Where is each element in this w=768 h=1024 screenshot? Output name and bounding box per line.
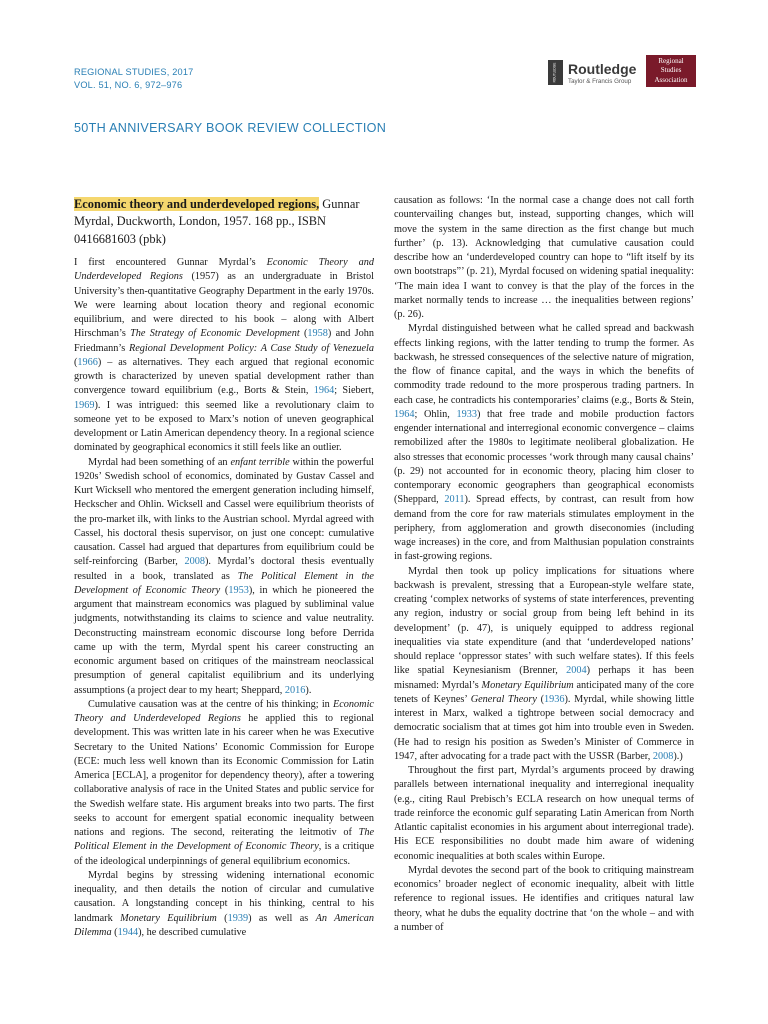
paragraph	[394, 194, 694, 322]
citation-link[interactable]: 1939	[227, 912, 249, 924]
italic-text: Regional Development Policy: A Case Study of Venezuela	[129, 342, 375, 354]
paragraph	[74, 456, 374, 698]
rsa-line: Regional	[658, 57, 684, 65]
text-run: ), in which he pioneered the argument that mainstream economics was plagued by subliminal value judgments, notwithstanding its claims to science and value neutrality. Deconstructing mainstream economic discourse long before Derrida came up with the term, Myrdal spent his career constructing an economic argument based on critiques of the mainstream neoclassical presumption of general capitalist equilibrium and its underlying assumptions (a project dear to my heart; Sheppard,	[74, 584, 374, 696]
text-run: causation as follows: ‘In the normal case a change does not call forth countervailing changes but, instead, supporting changes, which will move the system in the same direction as the first change but much further’ (p. 13). Acknowledging that cumulative causation could describe how an ‘underdeveloped country can hope to “lift itself by its own bootstraps”’ (p. 21), Myrdal focused on widening spatial inequality: ‘The main idea I want to convey is that the play of the forces in the market normally tends to increase … the inequalities between regions’ (p. 26).	[394, 195, 694, 320]
journal-volume: VOL. 51, NO. 6, 972–976	[74, 79, 183, 90]
italic-text: The Political Element in the Development of Economic Theory	[74, 827, 374, 853]
text-run: Myrdal begins by stressing widening international economic inequality, and then details the notion of circular and cumulative causation. A longstanding concept in his thinking, central to his landmark	[74, 869, 374, 924]
italic-text: The Strategy of Economic Development	[130, 328, 300, 340]
paragraph	[394, 322, 694, 564]
text-run: (	[216, 912, 228, 924]
citation-link[interactable]: 2011	[444, 494, 465, 506]
text-run: Myrdal had been something of an	[88, 456, 231, 468]
text-run: (	[111, 926, 118, 938]
italic-text: Monetary Equilibrium	[481, 679, 574, 691]
italic-text: The Political Element in the Development of Economic Theory	[74, 570, 374, 596]
text-run: ) – as alternatives. They each argued that regional economic growth is characterized by uneven spatial development rather than convergence toward equilibrium (e.g., Borts & Stein,	[74, 356, 374, 397]
text-run: (	[299, 328, 308, 340]
text-run: (1957) as an undergraduate in Bristol University’s then-quantitative Geography Department in the early 1970s. We were learning about location theory and regional economic equilibrium, and were directed to his book – along with Albert Hirschman’s	[74, 271, 374, 340]
text-run: Myrdal devotes the second part of the book to critiquing mainstream economics’ broader neglect of economic inequality, albeit with little reference to regional issues. He identifies and critiques natural law theory, what he dubs the equality doctrine that ‘on the whole – and with a number of	[394, 864, 694, 933]
text-run: (	[536, 693, 544, 705]
rsa-line: Studies	[660, 66, 682, 75]
paragraph	[394, 764, 694, 864]
italic-text: enfant terrible	[230, 456, 290, 468]
publisher-name: Routledge	[568, 61, 637, 77]
paragraph	[74, 698, 374, 869]
text-run: Myrdal then took up policy implications for situations where backwash is prevalent, stressing that a European-style welfare state, creating ‘complex networks of systems of state interferences, preventing any region, industry or social group from being left behind in its development’ (p. 47), is uniquely equipped to address regional inequalities via state expenditure (and that ‘underdeveloped nations’ should replace ‘oppressor states’ with such welfare states). If this feels like spatial Keynesianism (Brenner,	[394, 565, 694, 677]
text-run: within the powerful 1920s’ Swedish school of economics, dominated by Gustav Cassel and Kurt Wicksell who mentored the emergent generation including himself, Heckscher and Ohlin. Wicksell and Cassel were equilibrium theorists of the pro-market ilk, with links to the Austrian school. Myrdal agreed with Cassel, his doctoral thesis supervisor, on just one concept: cumulative causation. Cassel had argued that departures from equilibrium could be self-reinforcing (Barber,	[74, 456, 374, 568]
italic-text: Monetary Equilibrium	[120, 912, 217, 924]
routledge-mark-icon	[548, 60, 563, 85]
text-run: ), he described cumulative	[138, 926, 247, 938]
text-run: I first encountered Gunnar Myrdal’s	[74, 257, 267, 269]
journal-info	[74, 66, 193, 91]
paragraph	[394, 864, 694, 935]
citation-link[interactable]: 2008	[652, 750, 674, 762]
paragraph	[394, 565, 694, 765]
text-run: ) as well as	[248, 912, 316, 924]
book-heading	[74, 196, 374, 248]
italic-text: Economic Theory and Underdeveloped Regions	[74, 698, 374, 725]
citation-link[interactable]: 2004	[566, 665, 587, 677]
book-details: Gunnar Myrdal, Duckworth, London, 1957. 168 pp., ISBN 0416681603 (pbk)	[74, 197, 360, 246]
citation-link[interactable]: 1966	[77, 356, 98, 368]
book-title: Economic theory and underdeveloped regions,	[74, 197, 320, 211]
citation-link[interactable]: 1933	[456, 408, 477, 420]
citation-link[interactable]: 2008	[184, 556, 205, 568]
text-run: ). I was intrigued: this seemed like a revolutionary claim to someone yet to be exposed to Marx’s notion of uneven geographical development or Latin American dependency theory. In a regional science dominated by geographical economics it still feels like an outlier.	[74, 399, 374, 454]
text-run: ).)	[673, 750, 683, 762]
rsa-line: Association	[654, 75, 688, 84]
text-run: , is a critique of the ideological underpinnings of general equilibrium economics.	[74, 841, 374, 867]
citation-link[interactable]: 1953	[228, 584, 249, 596]
routledge-mark-text: ROUTLEDGE	[552, 62, 557, 83]
text-run: anticipated many of the core tenets of Keynes’	[394, 679, 694, 705]
citation-link[interactable]: 2016	[284, 684, 306, 696]
citation-link[interactable]: 1964	[313, 385, 335, 397]
publisher-subtitle: Taylor & Francis Group	[568, 78, 632, 85]
italic-text: Economic Theory and Underdeveloped Regions	[74, 257, 374, 283]
paragraph	[74, 256, 374, 456]
paragraph	[74, 869, 374, 940]
italic-text: General Theory	[470, 693, 537, 705]
rsa-logo[interactable]	[646, 55, 696, 87]
text-run: ). Myrdal, while showing little interest in Marx, walked a tightrope between social democracy and democratic socialism that at times got him into trouble even in Sweden. (He had to resign his position as Sweden’s Minister of Commerce in 1947, after advocating for a trade pact with the USSR (Barber,	[394, 693, 694, 762]
citation-link[interactable]: 1936	[544, 693, 565, 705]
text-run: he applied this to regional development. This was written late in his career when he was Executive Secretary to the United Nations’ Economic Commission for Europe (ECE: much less well known than its Economic Commission for Latin America [ECLA], a progenitor for dependency theory), after a towering collaborative analysis of race in the United States and public service for the Swedish welfare state. His argument breaks into two parts. The first seeks to account for emergent spatial economic inequality between nations and regions. The second, reiterating the leitmotiv of	[74, 713, 374, 839]
text-run: (	[74, 356, 78, 368]
text-run: ) perhaps it has been misnamed: Myrdal’s	[394, 665, 694, 691]
journal-name: REGIONAL STUDIES, 2017	[74, 67, 194, 77]
text-run: ). Myrdal’s doctoral thesis eventually resulted in a book, translated as	[74, 556, 375, 582]
text-run: (	[220, 584, 229, 596]
citation-link[interactable]: 1964	[394, 408, 415, 420]
publisher-logo[interactable]	[548, 60, 644, 86]
citation-link[interactable]: 1958	[307, 328, 328, 340]
right-column-body	[394, 194, 694, 935]
text-run: Cumulative causation was at the centre of his thinking; in	[88, 698, 333, 710]
left-column-body	[74, 256, 374, 940]
text-run: ). Spread effects, by contrast, can result from how demand from the core for raw materials stimulates employment in the periphery, from agglomeration and growth diseconomies (including wage increases) in the core, and from Malthusian population constraints in fast-growing regions.	[394, 494, 694, 563]
collection-title: 50TH ANNIVERSARY BOOK REVIEW COLLECTION	[74, 121, 387, 135]
text-run: ) that free trade and mobile production factors engender international and interregional economic convergence – claims remobilized after the 1980s to legitimate neoliberal globalization. He also stresses that economic processes ‘work through many causal chains’ (p. 29) not accounted for in economic theory, placing him closer to contemporary economic geographers than geographical economists (Sheppard,	[394, 408, 694, 506]
text-run: ).	[305, 684, 312, 696]
text-run: ; Siebert,	[334, 385, 374, 397]
left-column	[74, 196, 374, 940]
text-run: Throughout the first part, Myrdal’s arguments proceed by drawing parallels between international inequality and interregional inequality (e.g., citing Raul Prebisch’s ECLA research on how unequal terms of trade reinforce the economic gulf separating Latin American from North Atlantic capitalist economies in his argument about interregional trade). His ECE responsibilities no doubt made him aware of widening economic inequalities at both scales within Europe.	[394, 765, 694, 862]
citation-link[interactable]: 1969	[74, 399, 95, 411]
text-run: Myrdal distinguished between what he called spread and backwash effects linking regions, with the latter tending to trump the former. As backwash, he stressed consequences of the selective nature of migration, the flow of finance capital, and the ways in which the benefits of commodity trade redound to the more prosperous trading partners. In each case, he contradicts his contemporaries’ claims (e.g., Borts & Stein,	[394, 323, 694, 406]
text-run: ; Ohlin,	[414, 408, 457, 420]
text-run: ) and John Friedmann’s	[74, 328, 374, 354]
right-column	[394, 194, 694, 935]
italic-text: An American Dilemma	[74, 912, 374, 938]
citation-link[interactable]: 1944	[117, 926, 139, 938]
